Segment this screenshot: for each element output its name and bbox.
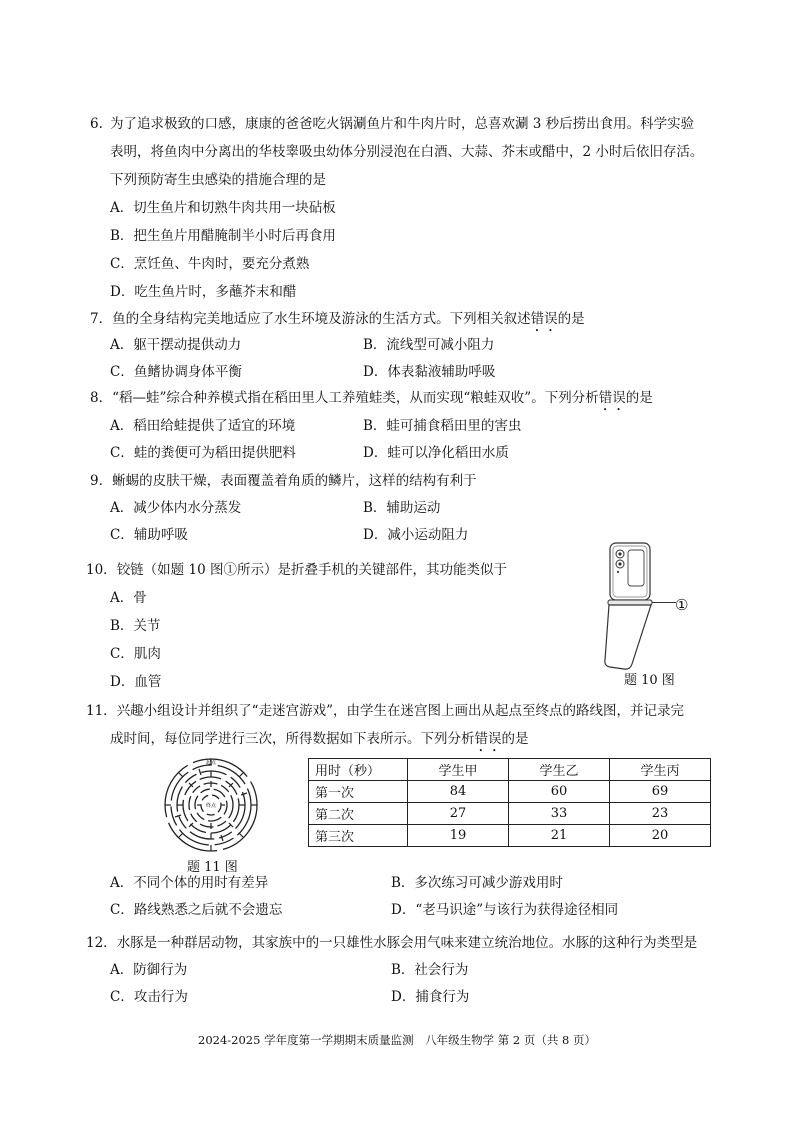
option-c: C．蛙的粪便可为稻田提供肥料 [110,445,296,461]
option-d: D．蛙可以净化稻田水质 [363,445,509,461]
question-7: 7．鱼的全身结构完美地适应了水生环境及游泳的生活方式。下列相关叙述错误的是 [90,305,730,333]
option-c: C．路线熟悉之后就不会遗忘 [110,902,283,918]
question-stem: 下列预防寄生虫感染的措施合理的是 [110,172,326,188]
question-stem: 铰链（如题 10 图①所示）是折叠手机的关键部件，其功能类似于 [116,562,507,578]
option-b: B．社会行为 [391,962,469,978]
option-c: C．鱼鳍协调身体平衡 [110,364,242,380]
maze-figure [163,757,259,853]
option-a: A．骨 [110,590,147,606]
table-header-cell: 学生乙 [509,759,610,781]
option-a: A．稻田给蛙提供了适宜的环境 [110,418,296,434]
question-number: 11． [86,703,117,719]
emphasis-mark: 错误 [598,390,626,406]
table-cell: 21 [509,825,610,847]
question-stem: 水豚是一种群居动物，其家族中的一只雄性水豚会用气味来建立统治地位。水豚的这种行为类型是 [116,935,698,951]
table-row [309,803,711,825]
maze-end-label: 终点 [205,803,217,809]
option-c: C．肌肉 [110,646,161,662]
table-cell: 60 [509,781,610,803]
table-cell: 19 [408,825,509,847]
question-number: 12． [86,935,117,951]
option-c: C．辅助呼吸 [110,527,188,543]
page-footer: 2024-2025 学年度第一学期期末质量监测 八年级生物学 第 2 页（共 8 页） [198,1033,596,1047]
option-d: D．减小运动阻力 [363,527,469,543]
table-cell: 33 [509,803,610,825]
emphasis-mark: 错误 [530,311,558,327]
table-cell: 20 [610,825,711,847]
question-stem: “稻—蛙”综合种养模式指在稻田里人工养殖蛙类，从而实现“粮蛙双收”。下列分析 [112,390,599,406]
option-b: B．蛙可捕食稻田里的害虫 [363,418,522,434]
maze-start-label: 起点 [205,760,217,766]
option-b: B．流线型可减小阻力 [363,337,495,353]
question-number: 10． [86,562,117,578]
question-number: 7． [90,311,113,327]
question-stem: 鱼的全身结构完美地适应了水生环境及游泳的生活方式。下列相关叙述 [112,311,531,327]
table-cell: 84 [408,781,509,803]
table-header-cell: 学生甲 [408,759,509,781]
question-number: 8． [90,390,113,406]
table-header-cell: 用时（秒） [309,759,408,781]
table-cell: 69 [610,781,711,803]
time-table [308,758,711,847]
folding-phone-figure [592,540,722,672]
option-c: C．攻击行为 [110,989,188,1005]
table-cell: 第一次 [309,781,408,803]
question-number: 9． [90,473,113,489]
option-d: D．吃生鱼片时，多蘸芥末和醋 [110,284,297,300]
table-cell: 27 [408,803,509,825]
hinge-label: ① [675,596,689,614]
option-d: D．体表黏液辅助呼吸 [363,364,496,380]
table-row [309,825,711,847]
emphasis-mark: 错误 [474,731,502,747]
option-a: A．躯干摆动提供动力 [110,337,242,353]
question-stem: 蜥蜴的皮肤干燥，表面覆盖着角质的鳞片，这样的结构有利于 [112,473,477,489]
option-b: B．关节 [110,618,161,634]
question-10 [86,556,570,696]
option-a: A．减少体内水分蒸发 [110,500,242,516]
question-stem: 兴趣小组设计并组织了“走迷宫游戏”，由学生在迷宫图上画出从起点至终点的路线图，并记录完 [116,703,684,719]
option-b: B．把生鱼片用醋腌制半小时后再食用 [110,228,336,244]
table-cell: 23 [610,803,711,825]
question-8: 8．“稻—蛙”综合种养模式指在稻田里人工养殖蛙类，从而实现“粮蛙双收”。下列分析错误的是 [90,384,730,412]
question-9 [90,467,730,495]
option-b: B．辅助运动 [363,500,441,516]
figure-10-caption: 题 10 图 [624,673,675,688]
table-row [309,781,711,803]
option-a: A．防御行为 [110,962,188,978]
question-11: 11．兴趣小组设计并组织了“走迷宫游戏”，由学生在迷宫图上画出从起点至终点的路线图，并记录完 成时间，每位同学进行三次，所得数据如下表所示。下列分析错误的是 [90,697,730,753]
figure-11-caption: 题 11 图 [187,860,238,875]
table-header-row [309,759,711,781]
question-number: 6. [90,116,103,132]
question-stem: 为了追求极致的口感，康康的爸爸吃火锅涮鱼片和牛肉片时，总喜欢涮 3 秒后捞出食用。科学实验 [110,116,695,132]
question-stem: 成时间，每位同学进行三次，所得数据如下表所示。下列分析 [110,731,475,747]
option-b: B．多次练习可减少游戏用时 [391,875,563,891]
option-a: A．不同个体的用时有差异 [110,875,269,891]
question-12 [86,929,730,957]
option-a: A．切生鱼片和切熟牛肉共用一块砧板 [110,200,336,216]
option-c: C．烹饪鱼、牛肉时，要充分煮熟 [110,256,310,272]
option-d: D．捕食行为 [391,989,470,1005]
table-cell: 第三次 [309,825,408,847]
option-d: D．血管 [110,674,162,690]
table-header-cell: 学生丙 [610,759,711,781]
option-d: D．“老马识途”与该行为获得途径相同 [391,902,619,918]
question-6 [90,110,730,306]
question-stem: 表明，将鱼肉中分离出的华枝睾吸虫幼体分别浸泡在白酒、大蒜、芥末或醋中，2 小时后依旧存活。 [110,144,704,160]
table-cell: 第二次 [309,803,408,825]
